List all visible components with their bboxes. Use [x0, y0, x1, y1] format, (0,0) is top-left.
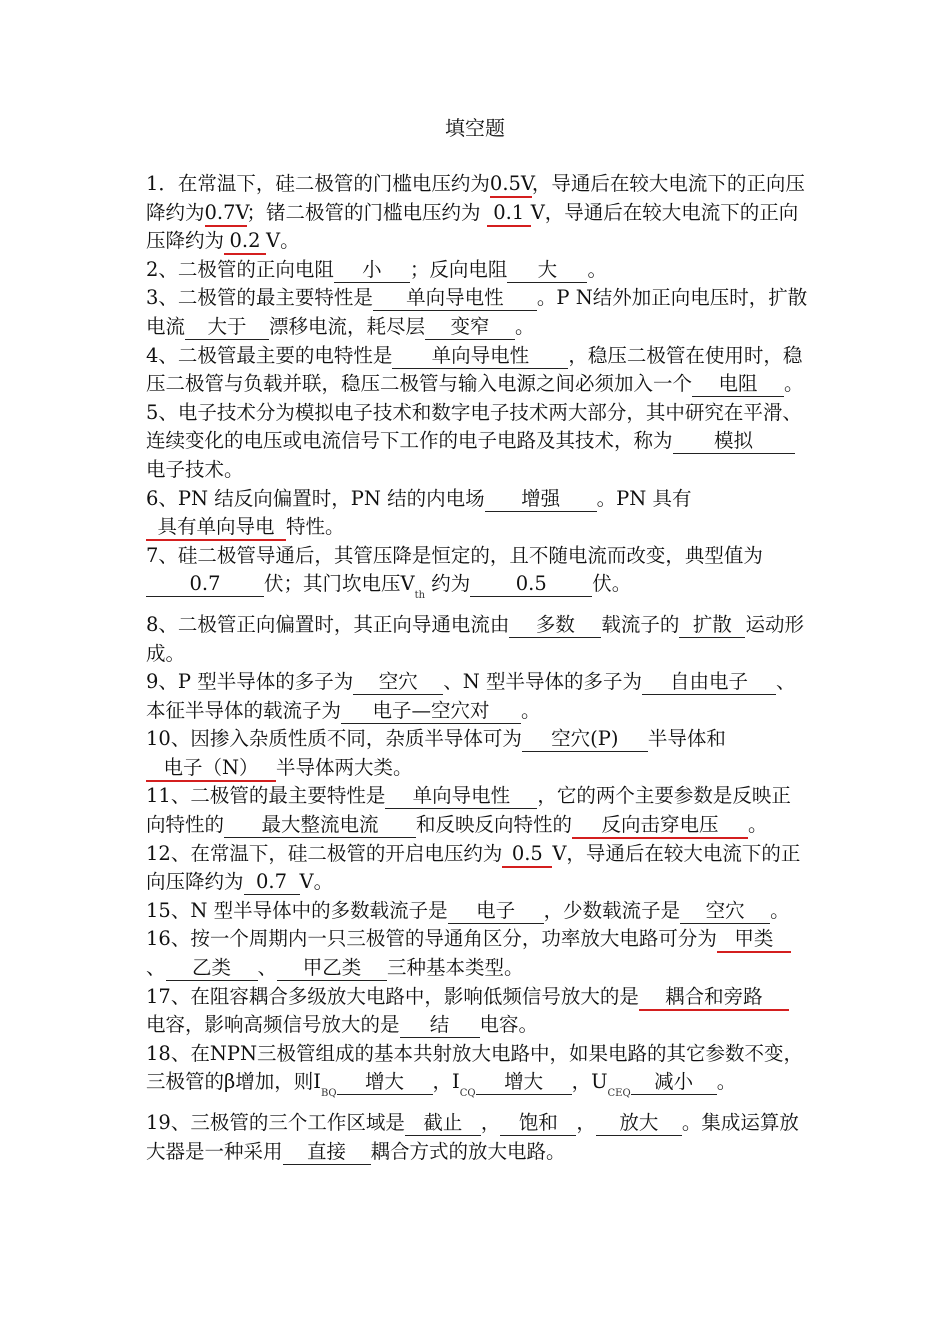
answer-blank: 变窄 [425, 315, 515, 340]
answer-blank: 扩散 [679, 613, 745, 638]
answer-blank: 自由电子 [642, 670, 776, 695]
question-text: ，少数载流子是 [543, 898, 681, 922]
answer-blank: 0.1 [487, 201, 531, 227]
answer-blank: 耦合和旁路 [639, 985, 789, 1011]
question-text: 。 [587, 257, 607, 281]
question-text: V。 [299, 870, 334, 894]
question-text: 运动形成。 [146, 612, 804, 665]
subscript: th [414, 590, 426, 602]
answer-blank: 甲乙类 [277, 956, 387, 981]
question-q10 [146, 725, 808, 782]
question-list [146, 170, 808, 1166]
question-text: 12、在常温下，硅二极管的开启电压约为 [146, 841, 503, 865]
answer-blank: 大于 [185, 315, 269, 340]
question-text: ；反向电阻 [409, 257, 508, 281]
answer-blank: 0.5 [502, 842, 552, 868]
question-q5 [146, 399, 808, 485]
answer-blank: 增大 [476, 1070, 572, 1095]
answer-blank: 放大 [596, 1111, 682, 1136]
answer-blank: 饱和 [500, 1111, 576, 1136]
answer-blank: 电子（N） [146, 756, 276, 782]
answer-blank: 电子—空穴对 [341, 699, 521, 724]
question-text: 伏。 [592, 572, 632, 596]
question-text: 4、二极管最主要的电特性是 [146, 343, 393, 367]
answer-blank: 电阻 [692, 372, 784, 397]
question-q9 [146, 668, 808, 725]
question-text: 11、二极管的最主要特性是 [146, 784, 386, 808]
question-text: ， [480, 1111, 501, 1134]
answer-blank: 电子 [448, 899, 544, 924]
answer-blank: 结 [400, 1013, 480, 1038]
question-q1 [146, 170, 808, 256]
question-text: 18、在NPN三极管组成的基本共射放大电路中，如果电路的其它参数不变，三极管的β增加，则I [146, 1041, 804, 1094]
answer-blank: 模拟 [673, 429, 795, 454]
question-text: 5、电子技术分为模拟电子技术和数字电子技术两大部分，其中研究在平滑、连续变化的电压或电流信号下工作的电子电路及其技术，称为 [146, 400, 802, 453]
question-text: ，导通后在较大电流下的正向压降约为 [146, 172, 805, 224]
question-text: 耦合方式的放大电路。 [370, 1139, 566, 1163]
question-q3 [146, 284, 808, 341]
answer-blank: 反向击穿电压 [572, 813, 748, 839]
answer-blank: 0.7 [244, 870, 300, 895]
question-text: ，它的两个主要参数是反映正向特性的 [146, 784, 791, 837]
subscript: CEQ [607, 1088, 631, 1100]
answer-blank: 0.5V [490, 172, 532, 198]
question-q8 [146, 611, 808, 668]
question-text: 9、P 型半导体的多子为 [146, 670, 354, 694]
question-text: 1．在常温下，硅二极管的门槛电压约为 [146, 172, 490, 195]
answer-blank: 单向导电性 [385, 784, 537, 809]
question-text: 、N 型半导体的多子为 [443, 670, 642, 694]
question-q18 [146, 1040, 808, 1109]
question-text: 伏；其门坎电压V [264, 572, 415, 596]
answer-blank: 减小 [631, 1070, 717, 1095]
question-q16 [146, 925, 808, 982]
question-text: 半导体和 [647, 727, 726, 751]
question-text: 8、二极管正向偏置时，其正向导通电流由 [146, 612, 510, 636]
question-text: 10、因掺入杂质性质不同，杂质半导体可为 [146, 727, 522, 751]
answer-blank: 增强 [485, 487, 597, 512]
question-q19 [146, 1109, 808, 1166]
question-text: ， [576, 1111, 596, 1134]
question-text: V，导通后在较大电流下的正向压降约为 [146, 200, 799, 253]
question-q2 [146, 256, 808, 285]
question-text: 电容。 [479, 1013, 539, 1037]
question-text: 6、PN 结反向偏置时，PN 结的内电场 [146, 486, 485, 510]
question-text: 特性。 [286, 515, 345, 539]
question-text: 。 [515, 314, 535, 338]
answer-blank: 空穴(P) [522, 727, 648, 752]
question-q12 [146, 840, 808, 897]
question-text: 。集成运算放大器是一种采用 [146, 1111, 799, 1163]
question-text: V。 [266, 229, 300, 253]
question-text: 和反映反向特性的 [416, 813, 573, 837]
answer-blank: 0.5 [470, 572, 592, 597]
answer-blank: 多数 [509, 613, 601, 638]
question-q4 [146, 342, 808, 399]
answer-blank: 直接 [283, 1140, 371, 1165]
question-text: ，稳压二极管在使用时，稳压二极管与负载并联，稳压二极管与输入电源之间必须加入一个 [146, 343, 803, 396]
answer-blank: 空穴 [353, 670, 443, 695]
question-text: 载流子的 [601, 612, 680, 636]
answer-blank: 0.7V [205, 201, 247, 227]
question-q11 [146, 782, 808, 839]
question-text: 。PN 具有 [596, 486, 692, 510]
question-text: 电容，影响高频信号放大的是 [146, 1013, 400, 1037]
answer-blank: 空穴 [680, 899, 770, 924]
question-text: 。 [521, 698, 541, 722]
question-q6 [146, 485, 808, 542]
question-text: 。 [748, 813, 768, 837]
answer-blank: 具有单向导电 [146, 515, 286, 541]
answer-blank: 最大整流电流 [224, 813, 416, 838]
answer-blank: 截止 [405, 1111, 481, 1136]
question-text: 。 [716, 1070, 737, 1094]
answer-blank: 单向导电性 [392, 344, 568, 369]
question-text: ，U [571, 1070, 608, 1094]
question-text: 三种基本类型。 [387, 956, 524, 980]
question-text: 3、二极管的最主要特性是 [146, 286, 373, 310]
question-text: 电子技术。 [146, 457, 244, 481]
question-text: 2、二极管的正向电阻 [146, 257, 334, 281]
answer-blank: 甲类 [717, 927, 791, 953]
question-text: ；锗二极管的门槛电压约为 [246, 200, 487, 224]
question-text: 半导体两大类。 [276, 755, 413, 779]
page-title: 填空题 [445, 116, 505, 140]
subscript: CQ [459, 1088, 476, 1100]
answer-blank: 单向导电性 [373, 286, 537, 311]
answer-blank: 0.2 [224, 229, 266, 255]
answer-blank: 0.7 [146, 572, 264, 597]
answer-blank: 乙类 [166, 956, 258, 981]
question-text: V，导通后在较大电流下的正向压降约为 [146, 841, 801, 894]
answer-blank: 增大 [337, 1070, 433, 1095]
question-q7 [146, 542, 808, 611]
question-text: 漂移电流，耗尽层 [269, 314, 426, 338]
question-text: 、 [146, 956, 166, 980]
question-text: 、本征半导体的载流子为 [146, 670, 796, 722]
question-text: 15、N 型半导体中的多数载流子是 [146, 898, 448, 922]
question-text: 。 [784, 372, 804, 396]
question-text: ，I [432, 1070, 460, 1094]
question-text: 19、三极管的三个工作区域是 [146, 1111, 405, 1134]
question-text: 7、硅二极管导通后，其管压降是恒定的，且不随电流而改变，典型值为 [146, 543, 763, 567]
answer-blank: 小 [334, 258, 410, 283]
question-text: 。P N结外加正向电压时，扩散电流 [146, 286, 808, 338]
question-q17 [146, 983, 808, 1040]
question-text: 16、按一个周期内一只三极管的导通角区分，功率放大电路可分为 [146, 927, 717, 951]
question-text: 约为 [425, 572, 471, 596]
answer-blank: 大 [507, 258, 587, 283]
question-text: 、 [257, 956, 278, 980]
question-text: 。 [770, 898, 790, 922]
question-q15 [146, 897, 808, 926]
subscript: BQ [320, 1088, 337, 1100]
question-text: 17、在阻容耦合多级放大电路中，影响低频信号放大的是 [146, 984, 639, 1008]
